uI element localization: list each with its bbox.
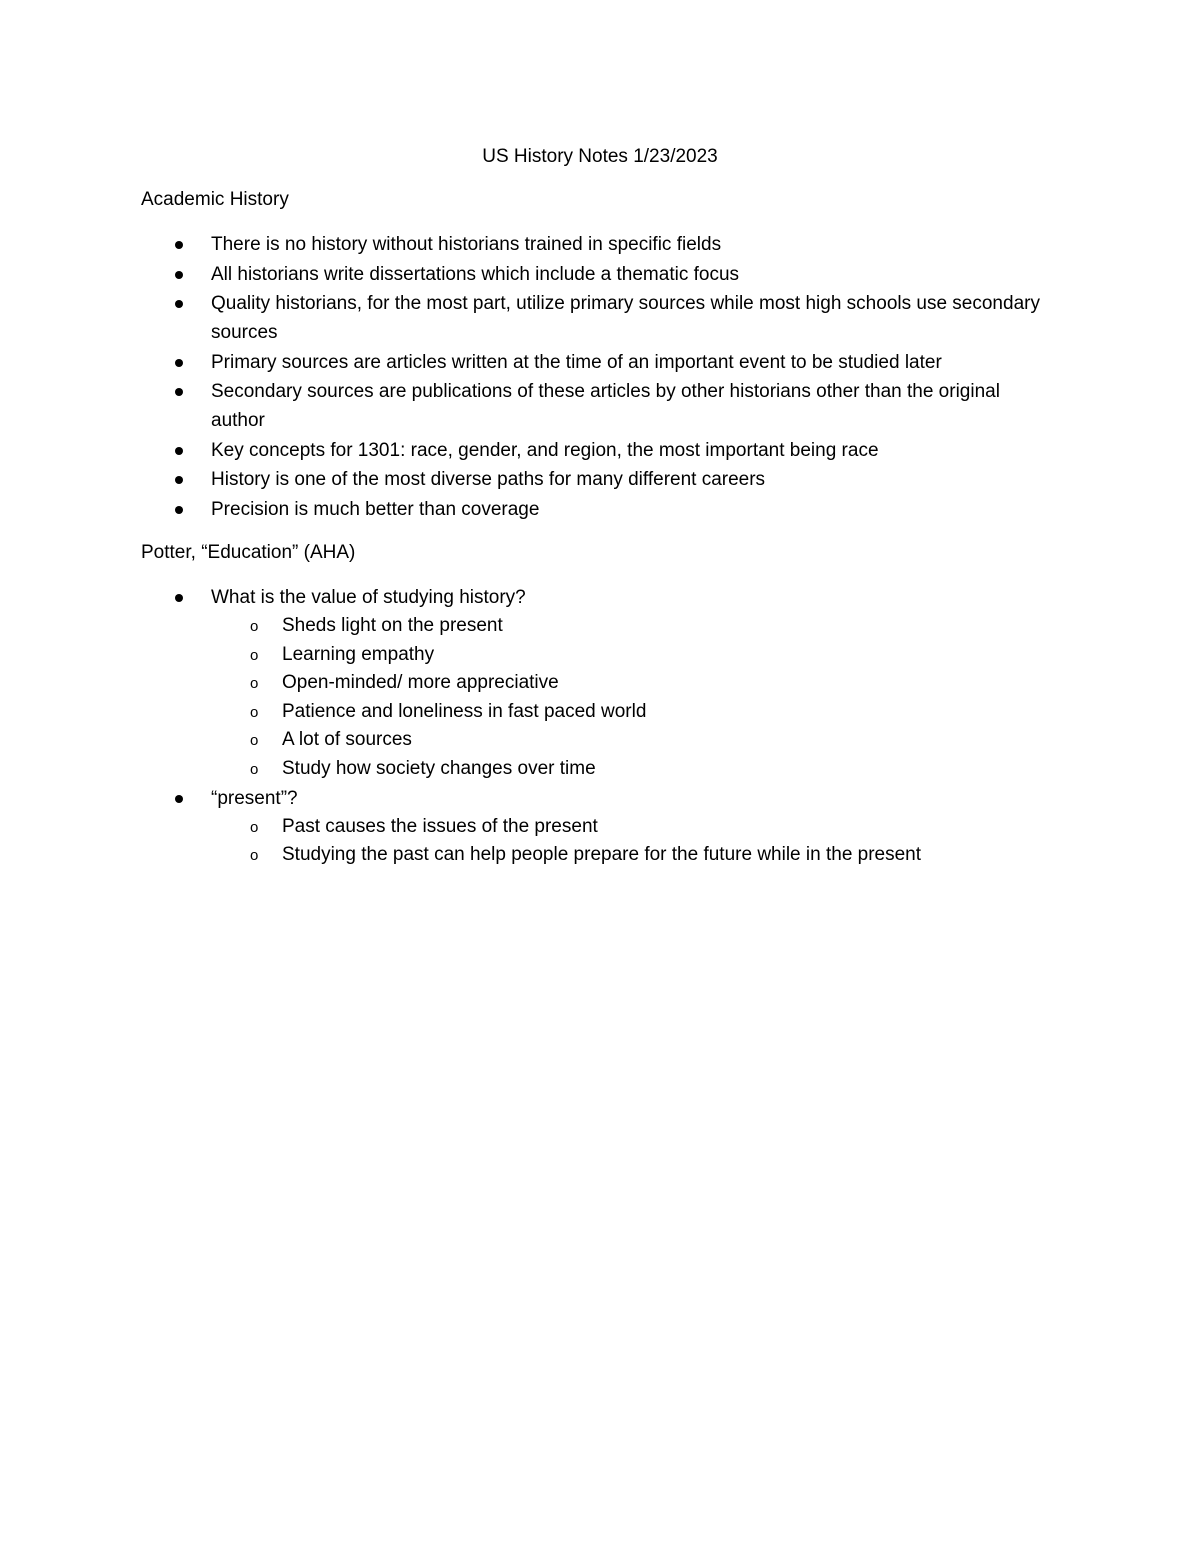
- sub-list-item-text: Patience and loneliness in fast paced world: [282, 700, 647, 722]
- sub-list-item-text: Past causes the issues of the present: [282, 815, 598, 837]
- bullet-icon: [175, 300, 183, 308]
- list-item: [0, 495, 1200, 524]
- list-item: [0, 289, 1200, 347]
- list-item-text: History is one of the most diverse paths for many different careers: [211, 469, 766, 490]
- bullet-icon: [175, 447, 183, 455]
- list-item-text: Key concepts for 1301: race, gender, and region, the most important being race: [211, 439, 879, 461]
- circle-bullet-icon: o: [250, 760, 259, 778]
- sub-list: [211, 612, 1050, 783]
- sub-list-item: [211, 813, 1050, 842]
- list-item: [0, 377, 1200, 435]
- circle-bullet-icon: o: [250, 703, 259, 721]
- sub-list-item: [211, 698, 1050, 727]
- sub-list-item-text: Learning empathy: [282, 643, 435, 665]
- bullet-icon: [175, 388, 183, 396]
- circle-bullet-icon: o: [250, 675, 259, 692]
- list-item-text: There is no history without historians trained in specific fields: [211, 234, 722, 255]
- sub-list-item: [211, 841, 1050, 870]
- list-item: [0, 465, 1200, 494]
- list-item: [0, 260, 1200, 289]
- list-item-text: What is the value of studying history?: [211, 587, 526, 608]
- list-item-text: Secondary sources are publications of these articles by other historians other than the original author: [211, 381, 1000, 431]
- sub-list-item: [211, 612, 1050, 641]
- sub-list: [211, 813, 1050, 870]
- bullet-icon: [175, 506, 183, 514]
- circle-bullet-icon: o: [250, 618, 259, 635]
- sub-list-item: [211, 755, 1050, 784]
- bullet-icon: [175, 241, 183, 249]
- bullet-icon: [175, 476, 183, 484]
- circle-bullet-icon: o: [250, 646, 259, 664]
- bullet-icon: [175, 594, 183, 602]
- sub-list-item-text: Study how society changes over time: [282, 757, 596, 779]
- list-item: [0, 230, 1200, 259]
- list-item-text: All historians write dissertations which include a thematic focus: [211, 263, 740, 285]
- section-heading-academic-history: Academic History: [141, 189, 289, 210]
- sub-list-item-text: A lot of sources: [282, 729, 412, 750]
- sub-list-item-text: Sheds light on the present: [282, 615, 503, 636]
- circle-bullet-icon: o: [250, 732, 259, 749]
- section-heading-potter-education: Potter, “Education” (AHA): [141, 542, 356, 563]
- list-item-text: Precision is much better than coverage: [211, 498, 540, 520]
- circle-bullet-icon: o: [250, 818, 259, 836]
- circle-bullet-icon: o: [250, 847, 259, 864]
- list-item-text: Primary sources are articles written at the time of an important event to be studied later: [211, 351, 942, 373]
- sub-list-item-text: Studying the past can help people prepare for the future while in the present: [282, 844, 922, 865]
- bullet-icon: [175, 359, 183, 367]
- list-item: [0, 784, 1200, 870]
- potter-education-list: [0, 583, 1200, 870]
- bullet-icon: [175, 271, 183, 279]
- sub-list-item-text: Open-minded/ more appreciative: [282, 672, 559, 693]
- list-item-text: “present”?: [211, 787, 298, 809]
- list-item: [0, 436, 1200, 465]
- bullet-icon: [175, 795, 183, 803]
- academic-history-list: [0, 230, 1200, 524]
- sub-list-item: [211, 641, 1050, 670]
- document-title: US History Notes 1/23/2023: [482, 146, 718, 167]
- sub-list-item: [211, 669, 1050, 698]
- list-item: [0, 348, 1200, 377]
- sub-list-item: [211, 726, 1050, 755]
- list-item: [0, 583, 1200, 783]
- list-item-text: Quality historians, for the most part, utilize primary sources while most high schools use secondary sources: [211, 293, 1040, 343]
